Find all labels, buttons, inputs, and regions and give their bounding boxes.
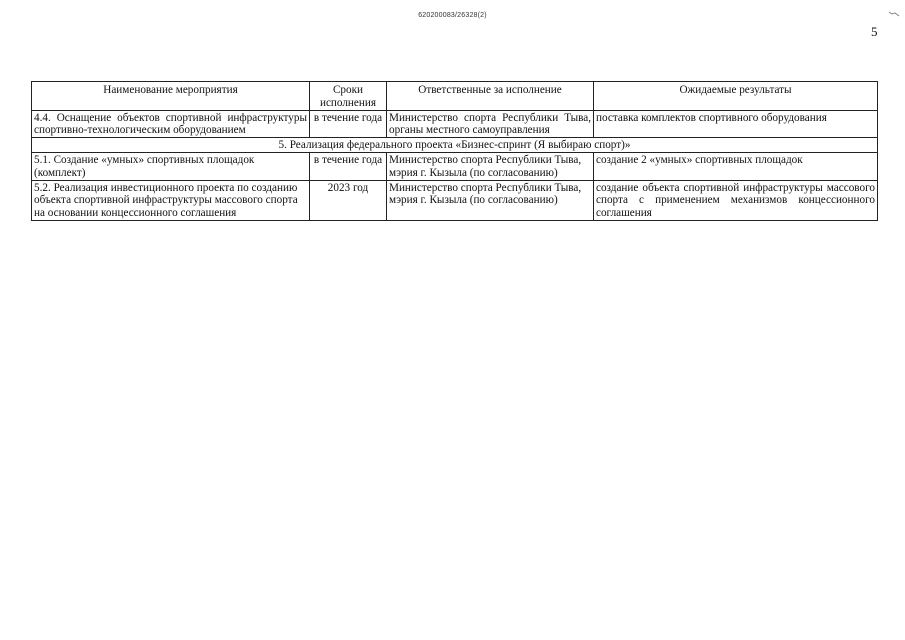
result-cell: создание 2 «умных» спортивных площадок [594, 152, 878, 180]
table-row [32, 152, 878, 180]
table-row [32, 110, 878, 138]
result-cell: создание объекта спортивной инфраструктуры массового спорта с применением механизмов концессионного соглашения [594, 180, 878, 220]
events-table [31, 81, 878, 221]
responsible-cell: Министерство спорта Республики Тыва, мэрия г. Кызыла (по согласованию) [387, 180, 594, 220]
responsible-cell: Министерство спорта Республики Тыва, мэрия г. Кызыла (по согласованию) [387, 152, 594, 180]
table-header-row [32, 82, 878, 111]
event-name-cell: 5.1. Создание «умных» спортивных площадок (комплект) [32, 152, 310, 180]
deadline-cell: в течение года [310, 110, 387, 138]
column-header-responsible: Ответственные за исполнение [387, 82, 594, 111]
page-number: 5 [871, 24, 878, 39]
deadline-cell: в течение года [310, 152, 387, 180]
column-header-result: Ожидаемые результаты [594, 82, 878, 111]
responsible-cell: Министерство спорта Республики Тыва, органы местного самоуправления [387, 110, 594, 138]
section-header-row [32, 138, 878, 153]
event-name-cell: 4.4. Оснащение объектов спортивной инфраструктуры спортивно-технологическим оборудованием [32, 110, 310, 138]
event-name-cell: 5.2. Реализация инвестиционного проекта по созданию объекта спортивной инфраструктуры массового спорта на основании концессионного соглашения [32, 180, 310, 220]
result-cell: поставка комплектов спортивного оборудования [594, 110, 878, 138]
column-header-name: Наименование мероприятия [32, 82, 310, 111]
column-header-deadline: Сроки исполнения [310, 82, 387, 111]
section-title: 5. Реализация федерального проекта «Бизнес-спринт (Я выбираю спорт)» [32, 138, 878, 153]
handwritten-mark-icon [888, 10, 900, 18]
document-id: 620200083/26328(2) [418, 12, 487, 19]
table-row [32, 180, 878, 220]
deadline-cell: 2023 год [310, 180, 387, 220]
